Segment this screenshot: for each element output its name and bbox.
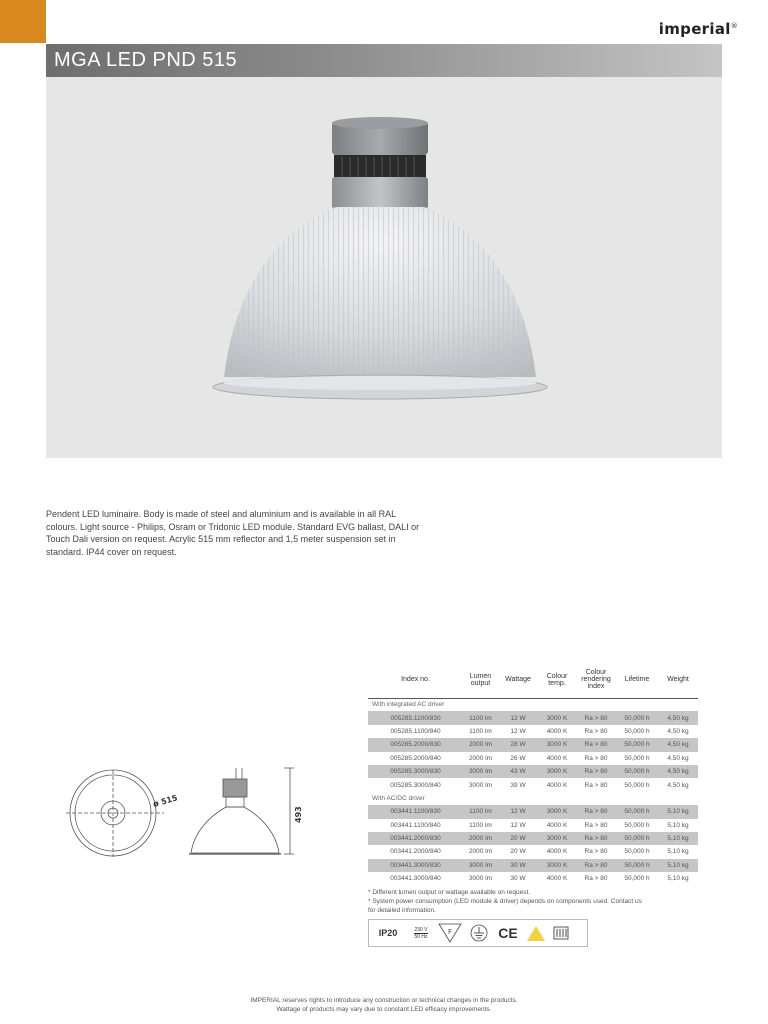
- table-row: [368, 832, 698, 845]
- lamp-collar: [332, 177, 428, 209]
- table-cell: 43 W: [498, 765, 538, 778]
- table-cell: 3000 K: [538, 805, 576, 818]
- voltage-rating: 230 V 50 Hz: [414, 926, 428, 940]
- table-cell: 50,000 h: [624, 875, 650, 883]
- height-label: 493: [294, 806, 303, 823]
- table-cell: 50,000 h: [624, 821, 650, 829]
- col-cri: Colour rendering index: [581, 669, 611, 691]
- group-label: With AC/DC driver: [372, 794, 425, 802]
- pendant-lamp-illustration: [46, 77, 722, 458]
- table-cell: 50,000 h: [624, 848, 650, 856]
- col-wattage: Wattage: [505, 676, 531, 684]
- table-cell: Ra > 80: [584, 821, 608, 829]
- table-cell: Ra > 80: [584, 848, 608, 856]
- table-cell: Ra > 80: [576, 711, 616, 724]
- class-1-earth-icon: [465, 920, 493, 946]
- table-cell: 50,000 h: [624, 754, 650, 762]
- table-cell: 4000 K: [546, 821, 568, 829]
- footnote-line: * System power consumption (LED module & driver) depends on components used. Contact us: [368, 898, 642, 905]
- footnotes: [368, 888, 668, 915]
- table-cell: 3000 K: [538, 832, 576, 845]
- table-cell: Ra > 80: [576, 805, 616, 818]
- table-cell: 2000 lm: [468, 848, 493, 856]
- technical-drawing: [46, 765, 346, 865]
- table-cell: 3000 lm: [463, 765, 498, 778]
- top-view-drawing: [66, 770, 164, 857]
- table-cell: 005285.1100/830: [368, 711, 463, 724]
- table-cell: Ra > 80: [576, 738, 616, 751]
- footer-line: IMPERIAL reserves rights to introduce any construction or technical changes in the products.: [250, 997, 518, 1004]
- diameter-label: ø 515: [152, 793, 179, 809]
- col-lifetime: Lifetime: [624, 676, 650, 684]
- table-cell: 50,000 h: [616, 765, 658, 778]
- col-index: Index no.: [401, 676, 430, 684]
- table-cell: 12 W: [498, 805, 538, 818]
- table-group-row: [368, 698, 698, 711]
- table-cell: 1100 lm: [463, 805, 498, 818]
- table-cell: 4000 K: [546, 781, 568, 789]
- ballast-device-icon: [549, 920, 573, 946]
- table-cell: 1100 lm: [469, 821, 492, 829]
- table-cell: 003441.3000/840: [390, 875, 441, 883]
- table-cell: 4000 K: [546, 727, 568, 735]
- title-bar: [46, 44, 722, 77]
- footnote-line: for detailed information.: [368, 907, 436, 914]
- table-cell: 50,000 h: [616, 805, 658, 818]
- table-cell: 50,000 h: [616, 738, 658, 751]
- table-cell: 4,50 kg: [658, 765, 698, 778]
- table-cell: 50,000 h: [624, 781, 650, 789]
- imperial-logo: imperial®: [658, 20, 738, 38]
- table-cell: 12 W: [510, 727, 526, 735]
- table-row: [368, 872, 698, 885]
- col-weight: Weight: [667, 676, 689, 684]
- table-cell: 3000 K: [538, 738, 576, 751]
- page-title: MGA LED PND 515: [54, 49, 238, 71]
- table-cell: 4,50 kg: [658, 711, 698, 724]
- table-row: [368, 738, 698, 751]
- table-row: [368, 778, 698, 791]
- table-cell: 20 W: [510, 848, 526, 856]
- table-cell: 1100 lm: [469, 727, 492, 735]
- table-cell: 30 W: [498, 859, 538, 872]
- footer-line: Wattage of products may vary due to constant LED efficacy improvements.: [276, 1006, 492, 1013]
- table-cell: 5,10 kg: [667, 821, 689, 829]
- table-row: [368, 859, 698, 872]
- table-cell: 4,50 kg: [658, 738, 698, 751]
- table-row: [368, 845, 698, 858]
- table-cell: 50,000 h: [616, 711, 658, 724]
- table-cell: 003441.3000/830: [368, 859, 463, 872]
- table-cell: 4000 K: [546, 848, 568, 856]
- col-lumen: Lumen output: [469, 672, 492, 687]
- table-cell: 3000 lm: [468, 875, 493, 883]
- table-cell: 005285.3000/830: [368, 765, 463, 778]
- table-cell: 5,10 kg: [658, 832, 698, 845]
- table-cell: 12 W: [510, 821, 526, 829]
- table-cell: 26 W: [510, 754, 526, 762]
- table-cell: 4000 K: [546, 875, 568, 883]
- brand-accent-block: [0, 0, 46, 43]
- table-cell: Ra > 80: [584, 875, 608, 883]
- table-cell: 5,10 kg: [667, 848, 689, 856]
- page-footer: [0, 996, 768, 1014]
- footnote-line: * Different lumen output or wattage available on request.: [368, 889, 531, 896]
- table-row: [368, 725, 698, 738]
- table-cell: 2000 lm: [463, 738, 498, 751]
- table-cell: 003441.2000/830: [368, 832, 463, 845]
- table-cell: Ra > 80: [584, 727, 608, 735]
- side-view-drawing: [189, 768, 294, 854]
- table-body: [368, 698, 698, 885]
- table-cell: 39 W: [510, 781, 526, 789]
- table-cell: 5,10 kg: [658, 805, 698, 818]
- table-cell: 3000 K: [538, 765, 576, 778]
- group-label: With integrated AC driver: [372, 701, 445, 709]
- table-cell: 005285.2000/830: [368, 738, 463, 751]
- table-cell: 003441.2000/840: [390, 848, 441, 856]
- table-cell: Ra > 80: [584, 781, 608, 789]
- table-cell: 5,10 kg: [658, 859, 698, 872]
- table-cell: 005285.1100/840: [390, 727, 441, 735]
- table-row: [368, 711, 698, 724]
- table-cell: 3000 K: [538, 859, 576, 872]
- table-cell: 4,50 kg: [667, 727, 689, 735]
- lamp-heatsink: [334, 155, 426, 179]
- table-cell: Ra > 80: [576, 832, 616, 845]
- table-cell: 005285.2000/840: [390, 754, 441, 762]
- table-cell: 30 W: [510, 875, 526, 883]
- table-cell: 4,50 kg: [667, 781, 689, 789]
- table-cell: 28 W: [498, 738, 538, 751]
- warning-triangle-icon: [523, 920, 549, 946]
- table-cell: 003441.1100/840: [390, 821, 441, 829]
- product-description: Pendent LED luminaire. Body is made of steel and aluminium and is available in all RAL colours. Light source - Philips, Osram or Tridonic LED module. Standard EVG ballast, DALI or Touch Dali version on request. Acrylic 515 mm reflector and 1,5 meter suspension set in standard. IP44 cover on request.: [46, 509, 420, 557]
- table-cell: 50,000 h: [624, 727, 650, 735]
- product-image-panel: [46, 77, 722, 458]
- table-cell: 3000 lm: [468, 781, 493, 789]
- table-row: [368, 752, 698, 765]
- table-cell: 1100 lm: [463, 711, 498, 724]
- table-cell: 4,50 kg: [667, 754, 689, 762]
- table-row: [368, 819, 698, 832]
- f-mark-triangle-icon: [435, 920, 465, 946]
- table-header-row: [368, 662, 698, 698]
- table-cell: 3000 K: [538, 711, 576, 724]
- table-group-row: [368, 792, 698, 805]
- table-cell: 4000 K: [546, 754, 568, 762]
- col-colour-temp: Colour temp.: [546, 672, 568, 687]
- table-cell: 5,10 kg: [667, 875, 689, 883]
- table-cell: Ra > 80: [576, 859, 616, 872]
- table-cell: Ra > 80: [576, 765, 616, 778]
- table-cell: 2000 lm: [463, 832, 498, 845]
- ce-mark-icon: CE: [498, 925, 518, 941]
- table-cell: Ra > 80: [584, 754, 608, 762]
- table-cell: 2000 lm: [468, 754, 493, 762]
- table-cell: 12 W: [498, 711, 538, 724]
- table-cell: 50,000 h: [616, 832, 658, 845]
- table-row: [368, 765, 698, 778]
- specification-table: [368, 662, 698, 885]
- table-cell: 20 W: [498, 832, 538, 845]
- table-row: [368, 805, 698, 818]
- certification-symbols: [368, 919, 588, 947]
- table-cell: 003441.1100/830: [368, 805, 463, 818]
- svg-text:F: F: [447, 928, 453, 936]
- table-cell: 3000 lm: [463, 859, 498, 872]
- table-cell: 50,000 h: [616, 859, 658, 872]
- table-cell: 005285.3000/840: [390, 781, 441, 789]
- ip-rating: IP20: [378, 928, 398, 938]
